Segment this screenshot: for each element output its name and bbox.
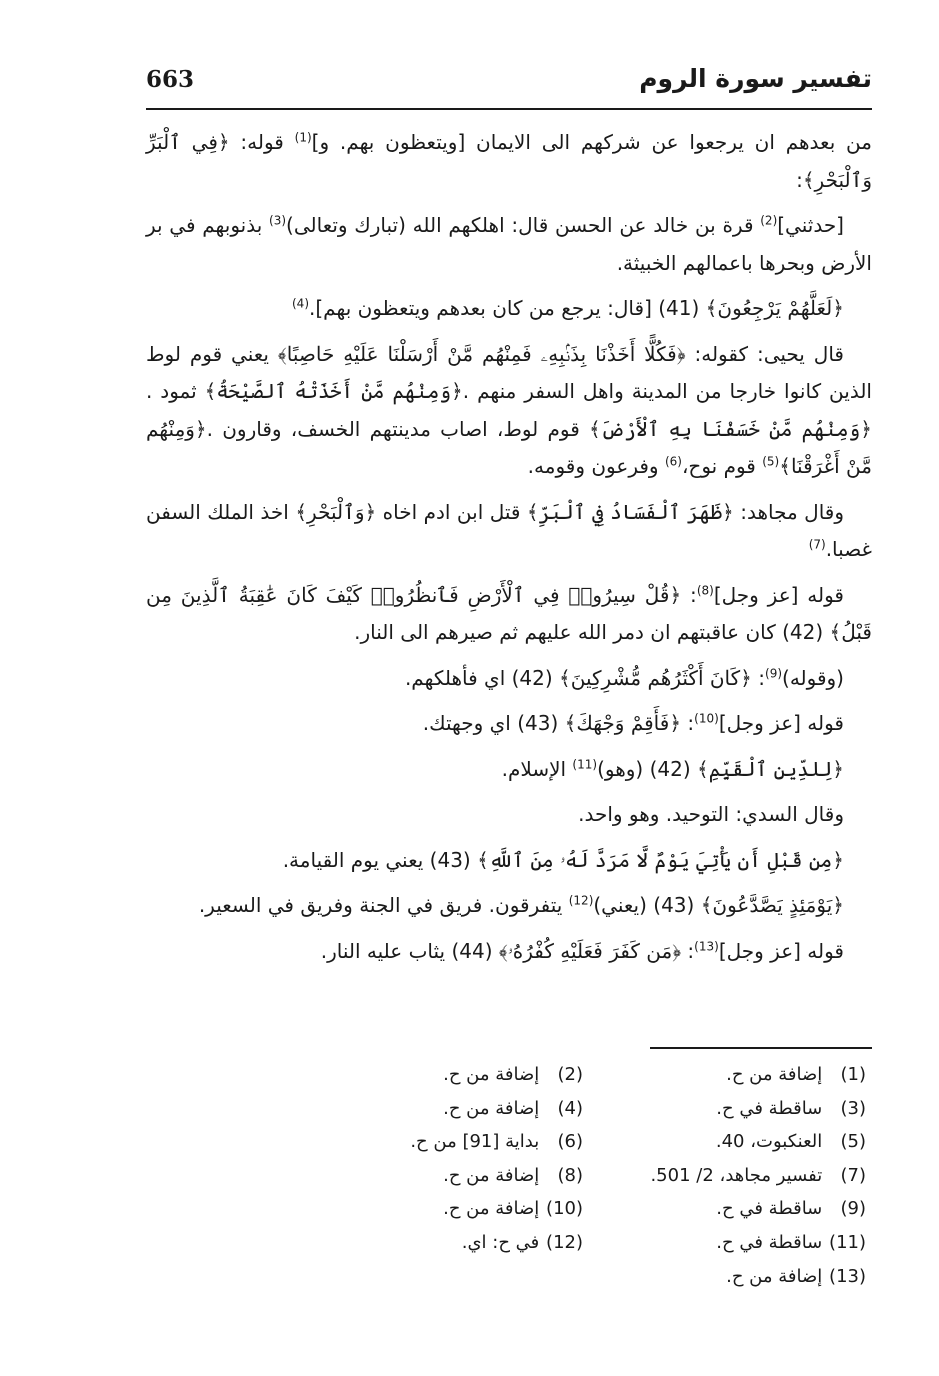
footnote-row bbox=[300, 1192, 866, 1226]
page-number: 663 bbox=[146, 66, 195, 93]
quran-quote: ﴿كَانَ أَكْثَرُهُم مُّشْرِكِينَ﴾ bbox=[559, 665, 752, 690]
paragraph-10 bbox=[146, 796, 872, 834]
footnote-12 bbox=[300, 1226, 583, 1260]
footnote-row bbox=[300, 1226, 866, 1260]
paragraph-13 bbox=[146, 933, 872, 971]
footnote-number: (11) bbox=[829, 1231, 866, 1253]
body-text: (42) (وهو) bbox=[597, 756, 698, 781]
body-text: وقال مجاهد: bbox=[733, 499, 845, 524]
quran-quote: ﴿قُلْ سِيرُوا۟ فِي ٱلْأَرْضِ فَٱنظُرُوا۟ كَيْفَ كَانَ عَٰقِبَةُ ٱلَّذِينَ مِن قَبْلُ﴾ bbox=[146, 582, 872, 644]
paragraph-5 bbox=[146, 494, 872, 569]
quran-quote: ﴿وَمِنْهُم مَّنْ خَسَفْنَا بِهِ ٱلْأَرْضَ﴾ bbox=[588, 416, 872, 441]
footnote-5 bbox=[583, 1125, 866, 1159]
body-text: (43) يعني يوم القيامة. bbox=[282, 847, 478, 872]
body-text: : bbox=[796, 167, 803, 192]
body-text: بذنوبهم في بر الأرض وبحرها باعمالهم الخبيثة. bbox=[146, 213, 872, 275]
footnote-row bbox=[300, 1159, 866, 1193]
footnote-marker: (10) bbox=[694, 711, 719, 726]
footnote-number: (13) bbox=[829, 1265, 866, 1287]
footnote-10 bbox=[300, 1192, 583, 1226]
quran-quote: ﴿فَكُلًّا أَخَذْنَا بِذَنۢبِهِۦ فَمِنْهُم مَّنْ أَرْسَلْنَا عَلَيْهِ حَاصِبًا﴾ bbox=[277, 341, 686, 366]
paragraph-11 bbox=[146, 842, 872, 880]
quran-quote: ﴿مَن كَفَرَ فَعَلَيْهِ كُفْرُهُۥ﴾ bbox=[498, 938, 682, 963]
footnote-number: (8) bbox=[557, 1164, 583, 1186]
paragraph-8 bbox=[146, 705, 872, 743]
footnote-marker: (12) bbox=[568, 893, 594, 908]
body-text: (41) [قال: يرجع من كان بعدهم ويتعظون بهم]. bbox=[309, 296, 706, 320]
body-text: من بعدهم ان يرجعوا عن شركهم الى الايمان [ويتعظون بهم. و] bbox=[311, 130, 872, 154]
body-text: (44) يثاب عليه النار. bbox=[320, 938, 499, 963]
footnote-marker: (5) bbox=[762, 454, 780, 469]
footnote-text: العنكبوت، 40. bbox=[715, 1131, 823, 1153]
body-text: وقال السدي: التوحيد. وهو واحد. bbox=[578, 802, 844, 826]
footnote-1 bbox=[583, 1058, 866, 1092]
footnote-marker: (1) bbox=[294, 130, 312, 145]
footnote-text: إضافة من ح. bbox=[726, 1064, 823, 1085]
quran-quote: ﴿وَٱلْبَحْرِ﴾ bbox=[295, 499, 377, 524]
footnote-row bbox=[300, 1125, 866, 1159]
footnote-number: (3) bbox=[840, 1097, 866, 1119]
footnote-text: إضافة من ح. bbox=[443, 1097, 540, 1119]
body-text: قتل ابن ادم اخاه bbox=[376, 499, 527, 524]
body-text: قوله [عز وجل] bbox=[718, 938, 844, 963]
body-text: : bbox=[681, 711, 695, 735]
footnote-4 bbox=[300, 1092, 583, 1126]
quran-quote: ﴿ظَهَرَ ٱلْفَسَادُ فِي ٱلْبَرِّ﴾ bbox=[526, 499, 734, 524]
footnote-6 bbox=[300, 1125, 583, 1159]
body-text: : bbox=[681, 582, 697, 607]
paragraph-2 bbox=[146, 207, 872, 282]
footnote-text: في ح: اي. bbox=[461, 1231, 540, 1253]
footnote-text: إضافة من ح. bbox=[443, 1064, 540, 1085]
paragraph-12 bbox=[146, 887, 872, 925]
body-text: قرة بن خالد عن الحسن قال: اهلكهم الله (تبارك وتعالى) bbox=[286, 213, 761, 237]
body-text: [حدثني] bbox=[777, 213, 844, 237]
quran-quote: ﴿فِي ٱلْبَرِّ وَٱلْبَحْرِ﴾ bbox=[146, 130, 872, 192]
footnote-text: ساقطة في ح. bbox=[716, 1231, 823, 1253]
paragraph-1 bbox=[146, 124, 872, 199]
footnote-number: (7) bbox=[840, 1164, 866, 1186]
footnote-8 bbox=[300, 1159, 583, 1193]
footnote-marker: (3) bbox=[269, 213, 287, 228]
footnote-marker: (2) bbox=[760, 213, 778, 228]
footnote-2 bbox=[300, 1058, 583, 1092]
footnote-7 bbox=[583, 1159, 866, 1193]
quran-quote: ﴿لِلدِّينِ ٱلْقَيِّمِ﴾ bbox=[697, 756, 844, 781]
footnote-marker: (11) bbox=[572, 756, 598, 771]
footnote-row bbox=[300, 1260, 866, 1294]
paragraph-6 bbox=[146, 577, 872, 652]
quran-quote: ﴿فَأَقِمْ وَجْهَكَ﴾ bbox=[564, 711, 682, 735]
footnote-marker: (4) bbox=[291, 296, 309, 311]
body-text: الإسلام. bbox=[501, 756, 573, 781]
paragraph-4 bbox=[146, 336, 872, 486]
footnote-number: (2) bbox=[557, 1064, 583, 1085]
body-text: (42) كان عاقبتهم ان دمر الله عليهم ثم صيرهم الى النار. bbox=[354, 620, 830, 644]
header-divider bbox=[146, 108, 872, 110]
footnote-marker: (8) bbox=[696, 582, 714, 597]
paragraph-9 bbox=[146, 751, 872, 789]
quran-quote: ﴿مِن قَبْلِ أَن يَأْتِيَ يَوْمٌ لَّا مَرَدَّ لَهُۥ مِنَ ٱللَّهِ﴾ bbox=[477, 847, 844, 872]
body-text: قوله [عز وجل] bbox=[718, 711, 844, 735]
quran-quote: ﴿وَمِنْهُم مَّنْ أَغْرَقْنَا﴾ bbox=[146, 416, 872, 478]
footnote-text: ساقطة في ح. bbox=[716, 1097, 823, 1119]
footnote-text: إضافة من ح. bbox=[443, 1164, 540, 1186]
footnote-marker: (13) bbox=[694, 938, 719, 953]
body-text: قوله: bbox=[229, 130, 295, 154]
body-text: ثمود . bbox=[146, 379, 205, 403]
footnote-3 bbox=[583, 1092, 866, 1126]
footnote-number: (9) bbox=[840, 1198, 866, 1220]
footnote-row bbox=[300, 1092, 866, 1126]
body-text: وفرعون وقومه. bbox=[527, 454, 665, 478]
quran-quote: ﴿وَمِنْهُم مَّنْ أَخَذَتْهُ ٱلصَّيْحَةُ﴾ bbox=[204, 379, 463, 403]
running-title: تفسير سورة الروم bbox=[639, 64, 872, 93]
footnote-marker: (7) bbox=[808, 537, 826, 552]
running-header bbox=[146, 60, 872, 110]
body-text: اخذ الملك السفن غصبا. bbox=[146, 499, 872, 561]
footnote-11 bbox=[583, 1226, 866, 1260]
body-text: قوم نوح، bbox=[681, 454, 763, 478]
footnote-number: (10) bbox=[546, 1198, 583, 1220]
body-text: : bbox=[681, 938, 695, 963]
body-text: قال يحيى: كقوله: bbox=[685, 341, 844, 366]
footnote-text: ساقطة في ح. bbox=[716, 1198, 823, 1220]
footnote-text: إضافة من ح. bbox=[726, 1265, 823, 1287]
body-text: (وقوله) bbox=[782, 665, 844, 690]
footnote-divider bbox=[650, 1047, 872, 1049]
footnote-number: (5) bbox=[840, 1131, 866, 1153]
commentary-text bbox=[146, 124, 872, 978]
footnote-number: (1) bbox=[840, 1064, 866, 1085]
body-text: يتفرقون. فريق في الجنة وفريق في السعير. bbox=[198, 893, 569, 917]
body-text: قوله [عز وجل] bbox=[713, 582, 844, 607]
paragraph-3 bbox=[146, 290, 872, 328]
body-text: : bbox=[751, 665, 765, 690]
footnote-marker: (9) bbox=[765, 665, 783, 680]
footnote-number: (6) bbox=[557, 1131, 583, 1153]
body-text: (43) اي وجهتك. bbox=[422, 711, 565, 735]
footnote-9 bbox=[583, 1192, 866, 1226]
footnote-text: إضافة من ح. bbox=[443, 1198, 540, 1220]
footnote-number: (4) bbox=[557, 1097, 583, 1119]
footnote-text: بداية [91] من ح. bbox=[410, 1131, 540, 1153]
body-text: (43) (يعني) bbox=[593, 893, 701, 917]
footnote-row bbox=[300, 1058, 866, 1092]
footnote-marker: (6) bbox=[664, 454, 682, 469]
footnote-number: (12) bbox=[546, 1231, 583, 1253]
quran-quote: ﴿يَوْمَئِذٍ يَصَّدَّعُونَ﴾ bbox=[700, 893, 844, 917]
body-text: يعني قوم لوط الذين كانوا خارجا من المدينة واهل السفر منهم . bbox=[146, 341, 872, 403]
footnote-text: تفسير مجاهد، 2/ 501. bbox=[650, 1164, 823, 1186]
quran-quote: ﴿لَعَلَّهُمْ يَرْجِعُونَ﴾ bbox=[705, 296, 844, 320]
paragraph-7 bbox=[146, 660, 872, 698]
body-text: (42) اي فأهلكهم. bbox=[404, 665, 560, 690]
footnote-13 bbox=[571, 1260, 866, 1294]
body-text: قوم لوط، اصاب مدينتهم الخسف، وقارون . bbox=[206, 416, 589, 441]
footnotes bbox=[300, 1058, 866, 1293]
